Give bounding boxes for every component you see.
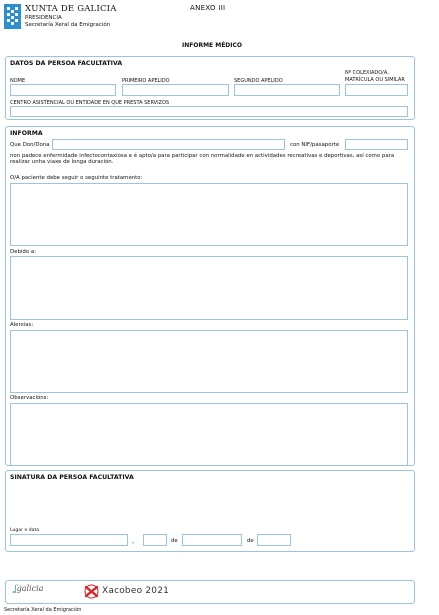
galicia-logo-text: galicia <box>16 584 44 593</box>
xunta-logo-icon <box>4 4 21 29</box>
colexiado-field[interactable] <box>345 84 408 96</box>
org-name: XUNTA DE GALICIA <box>25 4 117 14</box>
annex-label: ANEXO III <box>190 4 226 12</box>
de-label-2: de <box>247 538 254 544</box>
que-don-label: Que Don/Dona <box>10 142 50 148</box>
datos-title: DATOS DA PERSOA FACULTATIVA <box>10 60 123 67</box>
xacobeo-logo-text: Xacobeo 2021 <box>102 586 170 596</box>
debido-label: Debido a: <box>10 249 36 255</box>
comma-separator: , <box>132 538 134 545</box>
tratamento-label: O/A paciente debe seguir o seguinte tratamento: <box>10 175 143 181</box>
galicia-logo <box>14 584 43 593</box>
alerxias-label: Alerxias: <box>10 322 34 328</box>
statement-line2: realizar unha viaxe de longa duración. <box>10 159 114 165</box>
dept-name: PRESIDENCIA <box>25 15 62 21</box>
statement-line1: non padece enfermidade infectocontaxiosa e é apto/a para participar con normalidade en actividades recreativas e deportivas, así como para <box>10 153 395 159</box>
colexiado-label-line1: Nº COLEXIADO/A, <box>345 70 389 76</box>
observacions-label: Observacións: <box>10 395 49 401</box>
nome-label: NOME <box>10 78 26 84</box>
mes-field[interactable] <box>182 534 242 546</box>
dia-field[interactable] <box>143 534 167 546</box>
colexiado-label-line2: MATRÍCULA OU SIMILAR <box>345 77 405 83</box>
debido-field[interactable] <box>10 256 408 320</box>
footer-secretaria: Secretaría Xeral da Emigración <box>4 607 82 613</box>
centro-field[interactable] <box>10 106 408 117</box>
subdept-name: Secretaría Xeral da Emigración <box>25 22 111 28</box>
lugar-data-label: Lugar e data <box>10 528 40 533</box>
footer-logos-box <box>5 580 415 604</box>
de-label-1: de <box>171 538 178 544</box>
observacions-field[interactable] <box>10 403 408 466</box>
primeiro-apelido-label: PRIMEIRO APELIDO <box>122 78 170 84</box>
lugar-field[interactable] <box>10 534 128 546</box>
xacobeo-logo-icon <box>84 584 99 599</box>
segundo-apelido-field[interactable] <box>234 84 340 96</box>
alerxias-field[interactable] <box>10 330 408 393</box>
nif-field[interactable] <box>345 139 408 150</box>
galicia-swoosh-icon: ʆ <box>14 584 17 593</box>
que-don-field[interactable] <box>52 139 285 150</box>
tratamento-field[interactable] <box>10 183 408 246</box>
centro-label: CENTRO ASISTENCIAL OU ENTIDADE EN QUE PRESTA SERVIZOS <box>10 100 170 106</box>
ano-field[interactable] <box>257 534 291 546</box>
segundo-apelido-label: SEGUNDO APELIDO <box>234 78 283 84</box>
sinatura-title: SINATURA DA PERSOA FACULTATIVA <box>10 474 134 481</box>
nome-field[interactable] <box>10 84 116 96</box>
doc-title: INFORME MÉDICO <box>182 42 243 49</box>
primeiro-apelido-field[interactable] <box>122 84 229 96</box>
informa-title: INFORMA <box>10 130 43 137</box>
nif-label: con NIF/pasaporte <box>290 142 340 148</box>
